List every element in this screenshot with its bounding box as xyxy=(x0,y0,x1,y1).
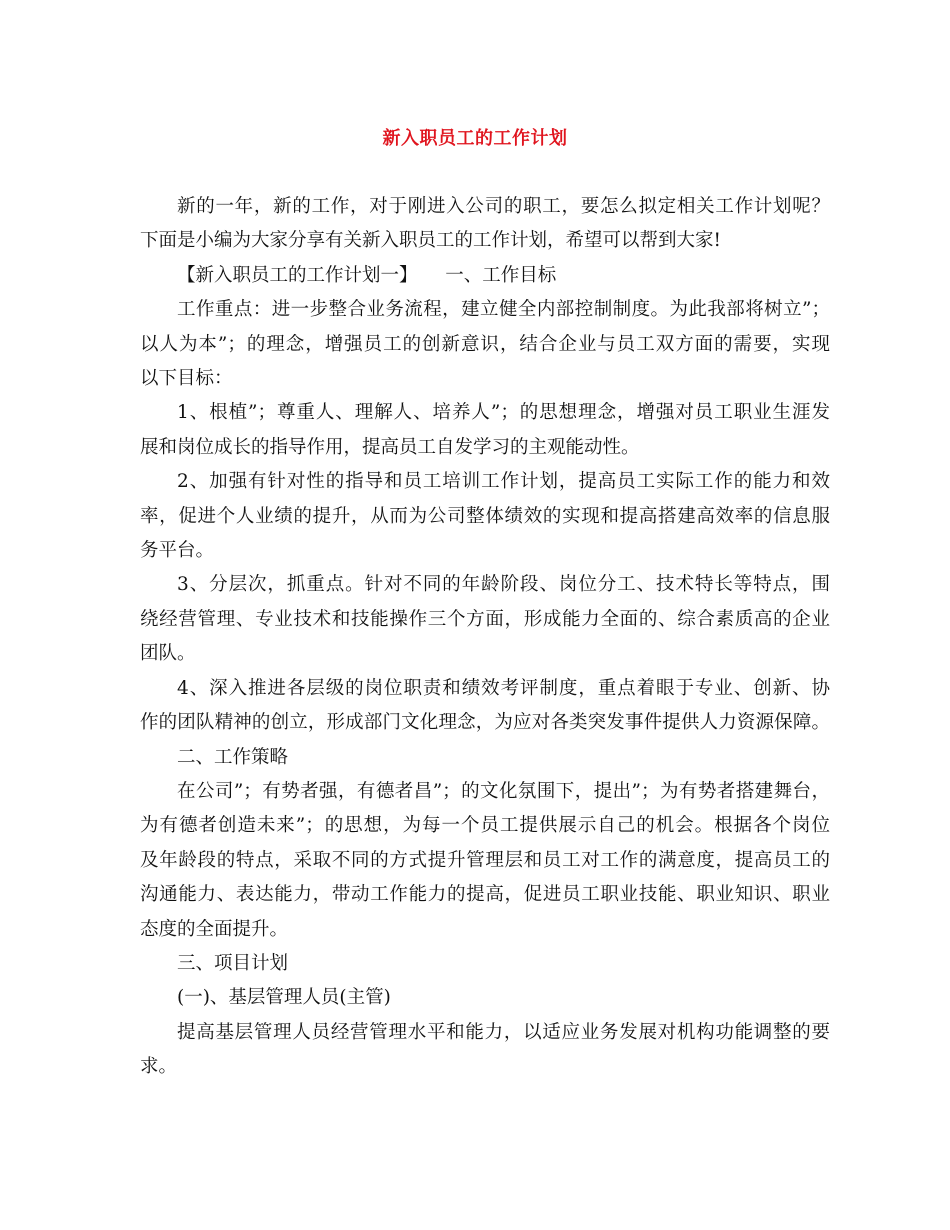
paragraph-strategy xyxy=(140,775,830,947)
subsection-heading-managers xyxy=(140,981,830,1015)
text-line: 及年龄段的特点，采取不同的方式提升管理层和员工对工作的满意度，提高员工的 xyxy=(140,849,830,871)
document-title: 新入职员工的工作计划 xyxy=(382,128,568,149)
text-line: 绕经营管理、专业技术和技能操作三个方面，形成能力全面的、综合素质高的企业 xyxy=(140,608,830,630)
paragraph-item-2 xyxy=(140,465,830,568)
text-line: 务平台。 xyxy=(140,540,215,562)
text-line: 沟通能力、表达能力，带动工作能力的提高，促进员工职业技能、职业知识、职业 xyxy=(140,884,830,906)
text-line: 为有德者创造未来”；的思想，为每一个员工提供展示自己的机会。根据各个岗位 xyxy=(140,815,830,837)
text-line: 3、分层次，抓重点。针对不同的年龄阶段、岗位分工、技术特长等特点，围 xyxy=(177,574,830,596)
text-line: 2、加强有针对性的指导和员工培训工作计划，提高员工实际工作的能力和效 xyxy=(177,471,830,493)
text-line: 求。 xyxy=(140,1056,178,1078)
text-line: 态度的全面提升。 xyxy=(140,918,289,940)
text-line: 提高基层管理人员经营管理水平和能力，以适应业务发展对机构功能调整的要 xyxy=(177,1021,830,1043)
text-line: 以下目标： xyxy=(140,368,233,390)
text-line: 二、工作策略 xyxy=(177,746,289,768)
paragraph-item-4 xyxy=(140,672,830,741)
text-line: 下面是小编为大家分享有关新入职员工的工作计划，希望可以帮到大家! xyxy=(140,230,721,252)
paragraph-item-3 xyxy=(140,568,830,671)
text-line: 率，促进个人业绩的提升，从而为公司整体绩效的实现和提高搭建高效率的信息服 xyxy=(140,505,830,527)
paragraph-plan-heading xyxy=(140,259,830,293)
paragraph-intro xyxy=(140,190,830,259)
section-heading-project-plan xyxy=(140,947,830,981)
text-line: 展和岗位成长的指导作用，提高员工自发学习的主观能动性。 xyxy=(140,436,640,458)
paragraph-managers xyxy=(140,1016,830,1085)
text-line: 【新入职员工的工作计划一】 一、工作目标 xyxy=(177,264,557,286)
text-line: 1、根植”；尊重人、理解人、培养人”；的思想理念，增强对员工职业生涯发 xyxy=(177,402,830,424)
text-line: 以人为本”；的理念，增强员工的创新意识，结合企业与员工双方面的需要，实现 xyxy=(140,333,830,355)
text-line: 工作重点：进一步整合业务流程，建立健全内部控制制度。为此我部将树立”； xyxy=(177,299,830,321)
text-line: 三、项目计划 xyxy=(177,952,289,974)
document-body xyxy=(140,190,830,1085)
text-line: 作的团队精神的创立，形成部门文化理念，为应对各类突发事件提供人力资源保障。 xyxy=(140,712,830,734)
text-line: 在公司”；有势者强，有德者昌”；的文化氛围下，提出”；为有势者搭建舞台， xyxy=(177,780,830,802)
paragraph-work-focus xyxy=(140,293,830,396)
text-line: 团队。 xyxy=(140,643,196,665)
paragraph-item-1 xyxy=(140,396,830,465)
text-line: 新的一年，新的工作，对于刚进入公司的职工，要怎么拟定相关工作计划呢？ xyxy=(177,196,830,217)
text-line: 4、深入推进各层级的岗位职责和绩效考评制度，重点着眼于专业、创新、协 xyxy=(177,677,830,699)
text-line: (一)、基层管理人员(主管) xyxy=(177,987,391,1009)
section-heading-strategy xyxy=(140,741,830,775)
